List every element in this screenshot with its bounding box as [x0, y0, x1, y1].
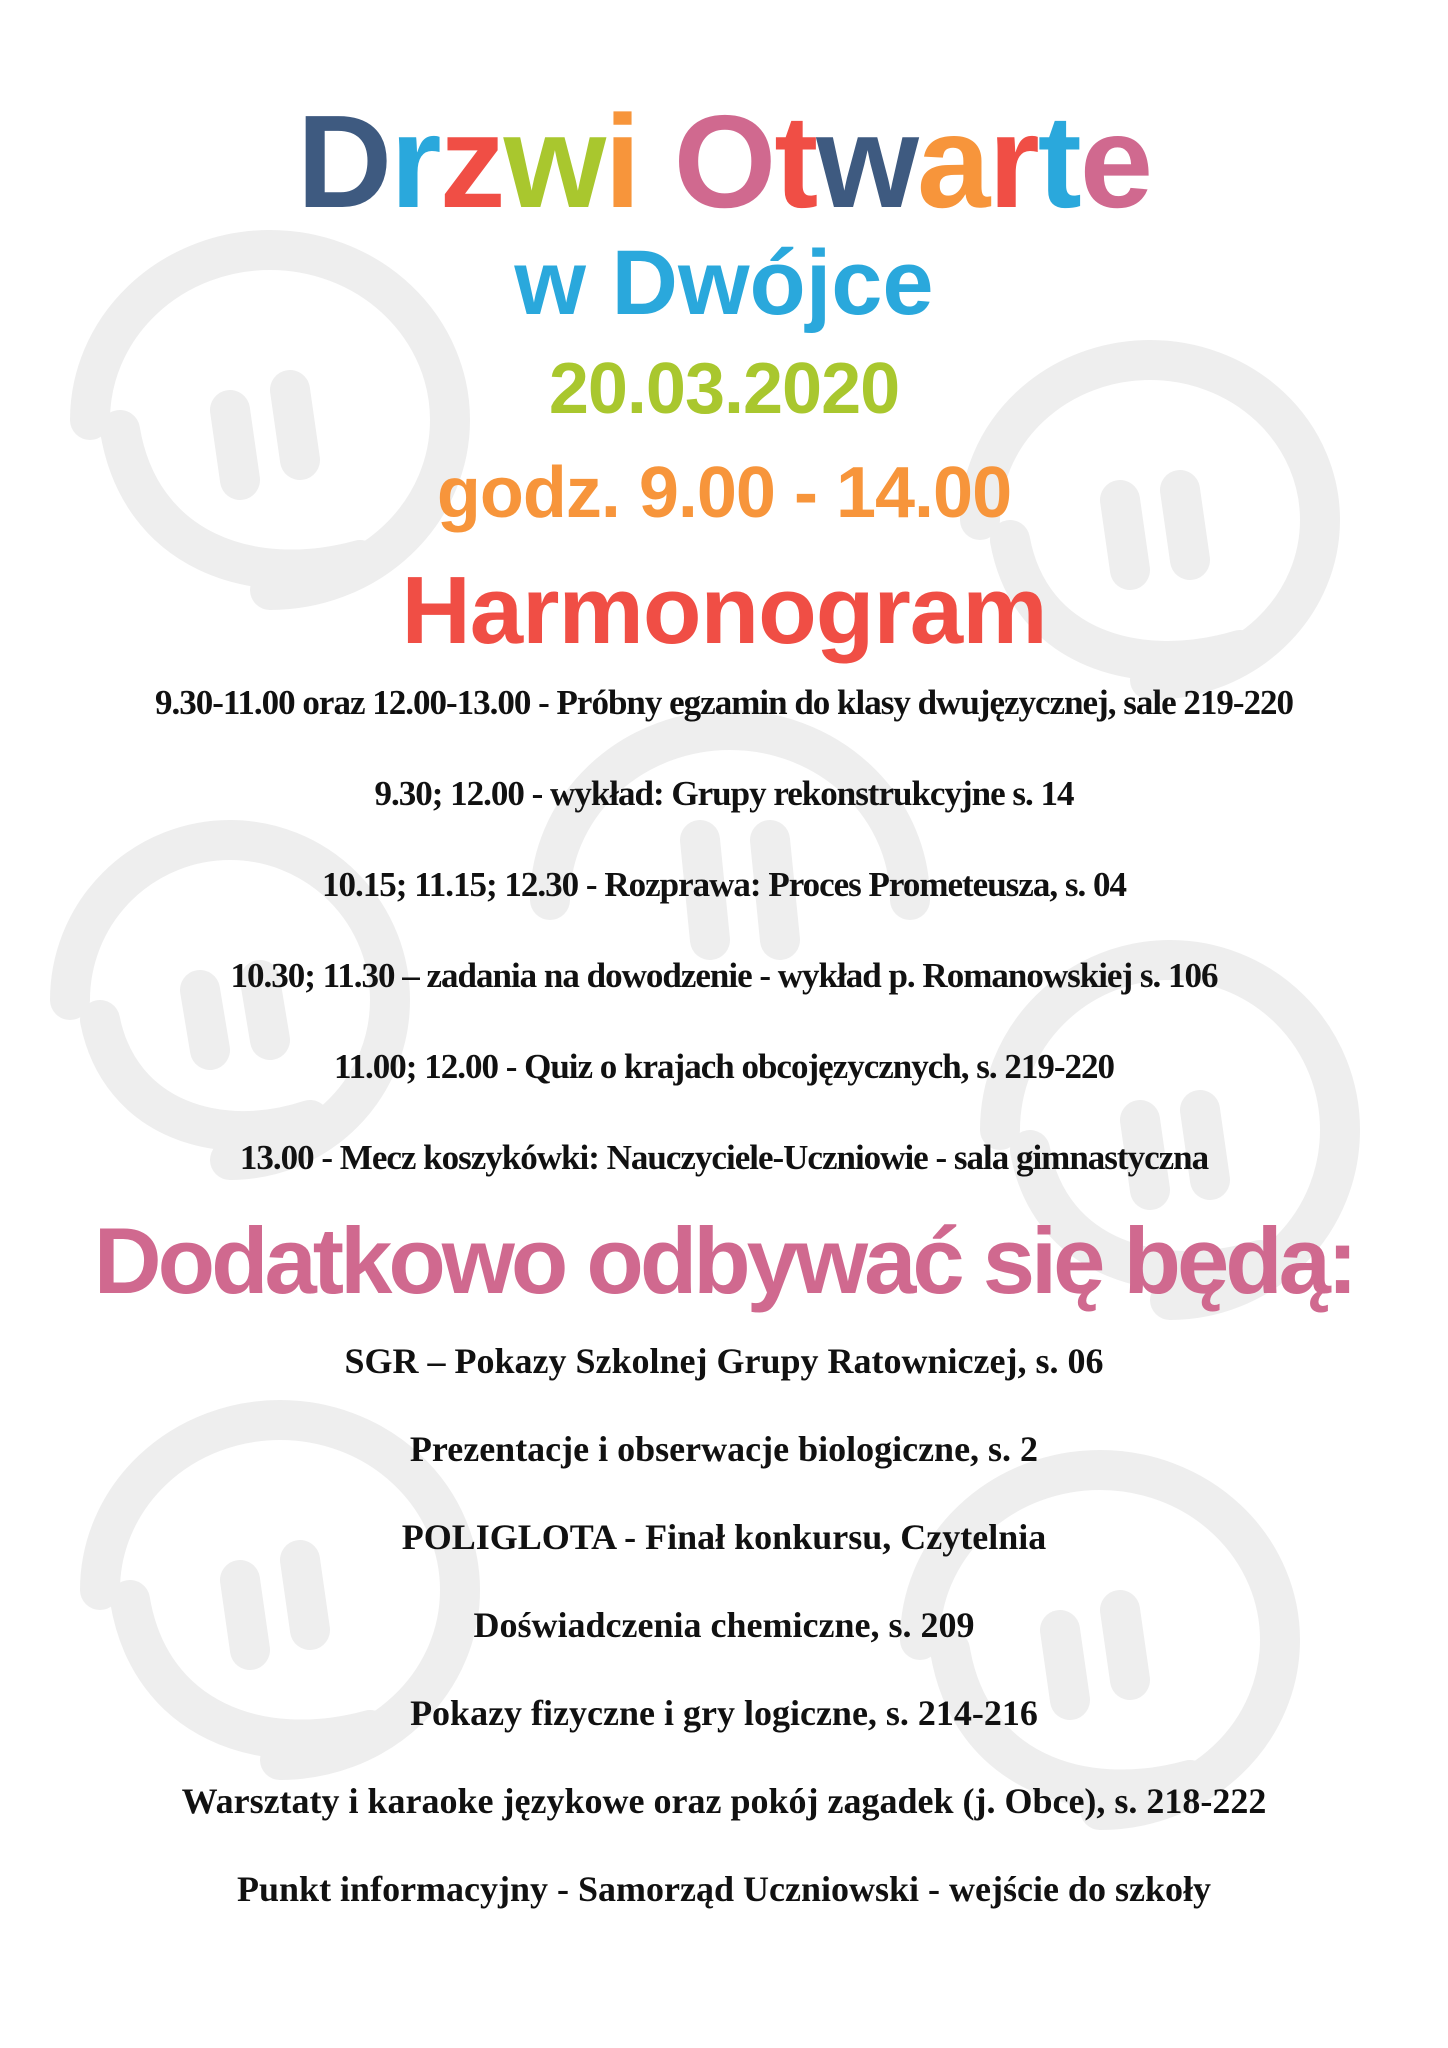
title-letter: w — [816, 88, 917, 235]
event-date: 20.03.2020 — [548, 349, 900, 429]
extra-item: Pokazy fizyczne i gry logiczne, s. 214-216 — [410, 1693, 1038, 1733]
title-letter: r — [988, 88, 1038, 235]
title-letter: t — [774, 88, 817, 235]
event-hours: godz. 9.00 - 14.00 — [436, 453, 1012, 533]
title-letter — [639, 82, 674, 242]
poster-subtitle: w Dwójce — [514, 232, 934, 334]
title-letter: i — [604, 88, 639, 235]
schedule-item: 9.30; 12.00 - wykład: Grupy rekonstrukcyjne s. 14 — [374, 774, 1074, 813]
extra-item: Punkt informacyjny - Samorząd Uczniowski - wejście do szkoły — [237, 1869, 1211, 1909]
schedule-item: 13.00 - Mecz koszykówki: Nauczyciele-Uczniowie - sala gimnastyczna — [239, 1138, 1209, 1177]
title-letter: w — [503, 88, 605, 235]
extra-item: Prezentacje i obserwacje biologiczne, s. 2 — [409, 1429, 1039, 1469]
poster-title — [0, 82, 1448, 242]
extra-item: Warsztaty i karaoke językowe oraz pokój zagadek (j. Obce), s. 218-222 — [181, 1781, 1267, 1821]
extra-item: POLIGLOTA - Finał konkursu, Czytelnia — [401, 1517, 1047, 1557]
schedule-item: 10.15; 11.15; 12.30 - Rozprawa: Proces Prometeusza, s. 04 — [322, 865, 1126, 904]
title-letter: O — [673, 88, 775, 235]
schedule-item: 9.30-11.00 oraz 12.00-13.00 - Próbny egzamin do klasy dwujęzycznej, sale 219-220 — [154, 683, 1294, 722]
schedule-heading: Harmonogram — [401, 557, 1047, 664]
extra-heading: Dodatkowo odbywać się będą: — [93, 1208, 1355, 1313]
title-letter: a — [916, 88, 989, 235]
title-letter: z — [439, 88, 504, 235]
title-letter: t — [1037, 88, 1080, 235]
title-letter: D — [296, 88, 391, 235]
schedule-item: 11.00; 12.00 - Quiz o krajach obcojęzycznych, s. 219-220 — [333, 1047, 1115, 1086]
title-letter: r — [390, 88, 440, 235]
extra-item: Doświadczenia chemiczne, s. 209 — [473, 1605, 975, 1645]
extra-item: SGR – Pokazy Szkolnej Grupy Ratowniczej, s. 06 — [344, 1341, 1104, 1381]
schedule-item: 10.30; 11.30 – zadania na dowodzenie - wykład p. Romanowskiej s. 106 — [230, 956, 1218, 995]
title-letter: e — [1079, 88, 1152, 235]
